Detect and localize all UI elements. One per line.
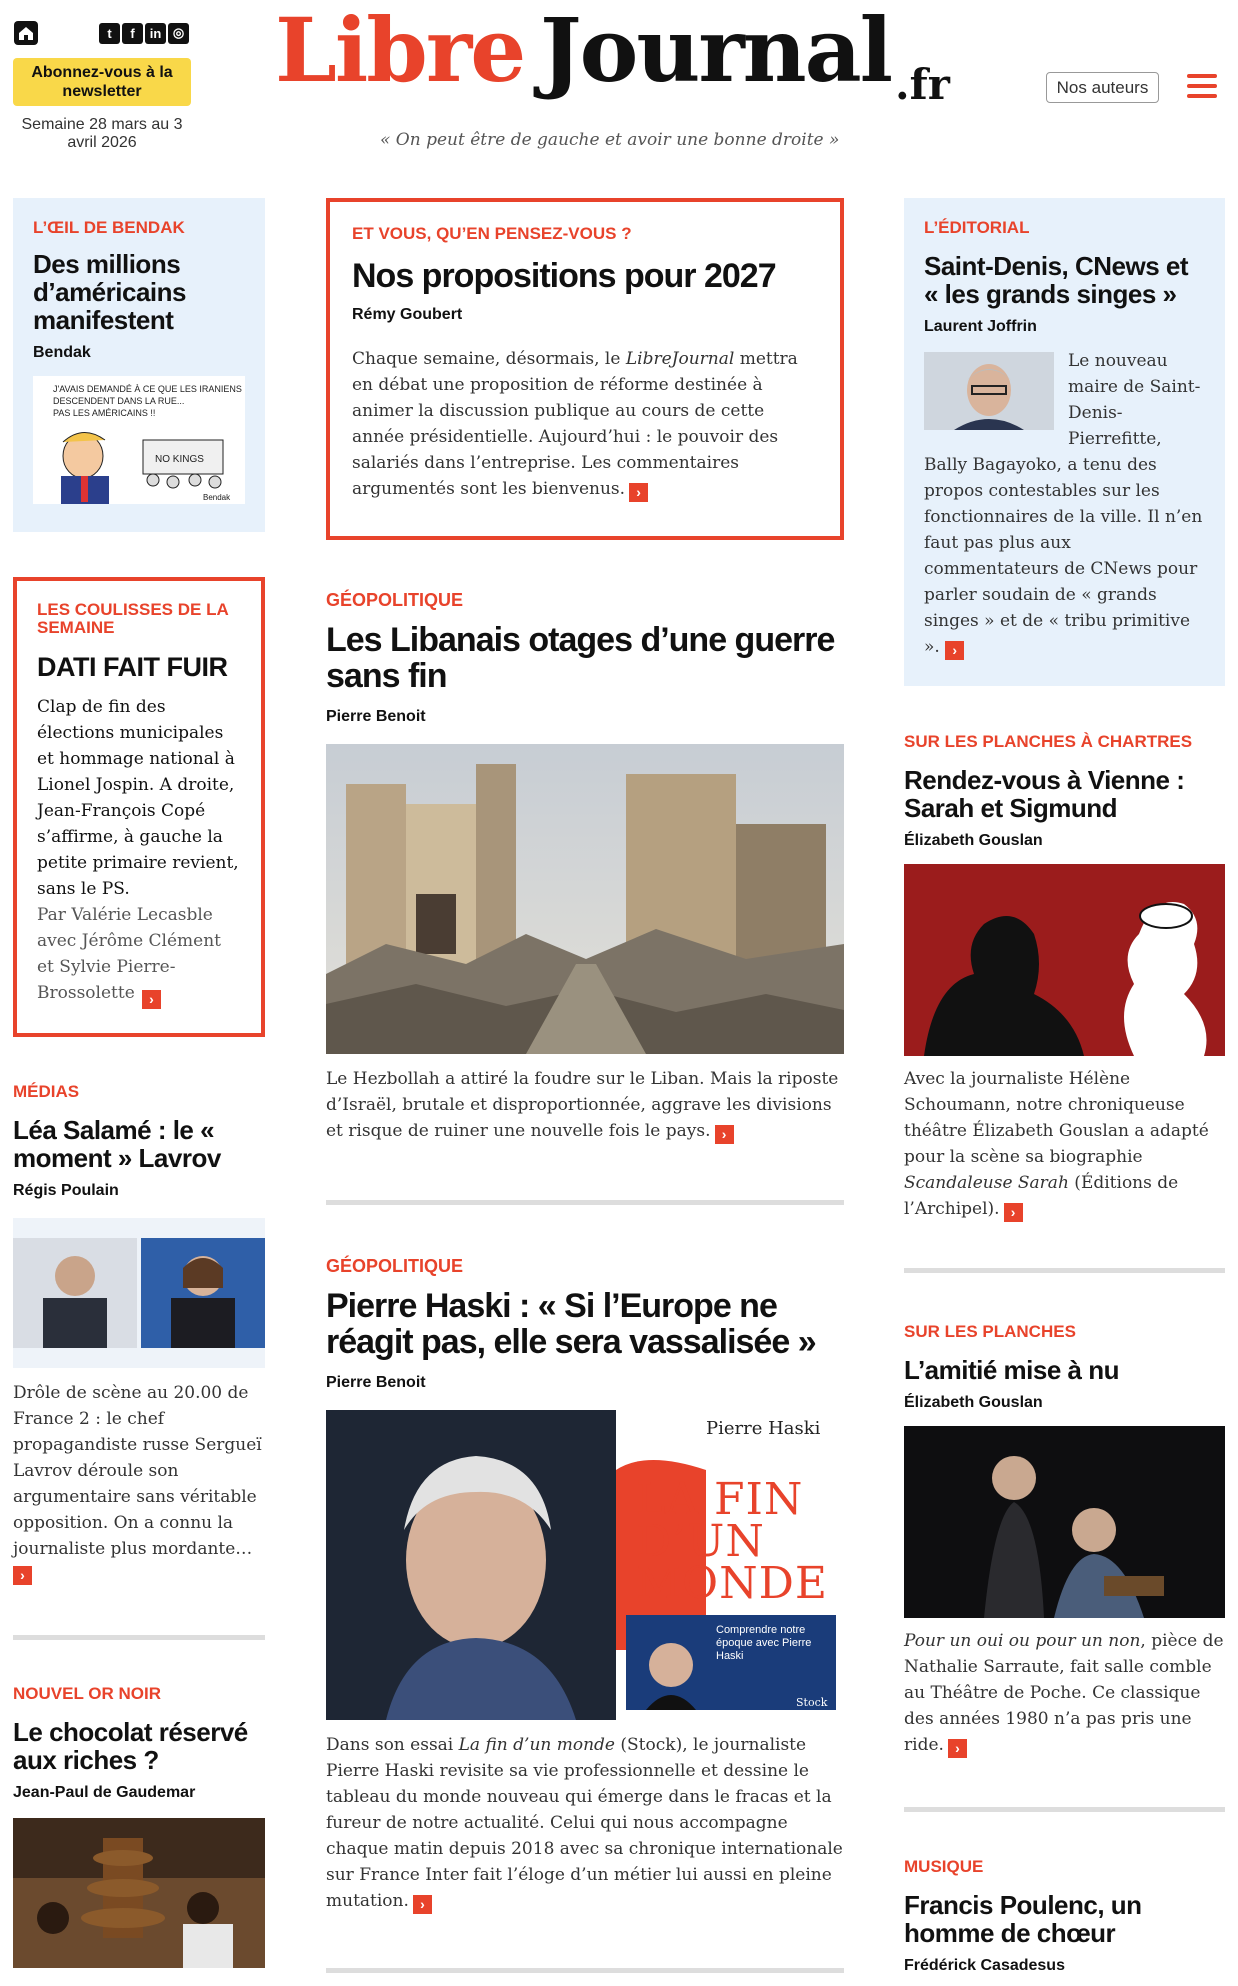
haski-card[interactable]	[326, 1256, 844, 1914]
book-title-3: MONDE	[636, 1558, 829, 1609]
musique-title[interactable]: Francis Poulenc, un homme de chœur	[904, 1890, 1142, 1948]
planches-body: Pour un oui ou pour un non, pièce de Nathalie Sarraute, fait salle comble au Théâtre de Poche. Ce classique des années 1980 n’a pas pris une ride. ›	[904, 1631, 1224, 1756]
editorial-category: L’ÉDITORIAL	[924, 218, 1030, 237]
coulisses-arrow-icon[interactable]: ›	[142, 990, 161, 1009]
medias-image[interactable]	[13, 1218, 265, 1368]
planches-arrow-icon[interactable]: ›	[948, 1739, 967, 1758]
bendak-cartoon-image[interactable]	[33, 376, 245, 504]
center-separator-2	[326, 1968, 844, 1973]
liban-title[interactable]: Les Libanais otages d’une guerre sans fin	[326, 621, 835, 695]
menu-icon[interactable]	[1187, 74, 1217, 98]
haski-category: GÉOPOLITIQUE	[326, 1256, 464, 1276]
medias-card[interactable]	[13, 1082, 265, 1585]
left-separator	[13, 1635, 265, 1640]
editorial-card[interactable]	[904, 198, 1225, 686]
liban-body: Le Hezbollah a attiré la foudre sur le Liban. Mais la riposte d’Israël, brutale et disproportionnée, aggrave les divisions et risque de ruiner une nouvelle fois le pays. ›	[326, 1069, 839, 1142]
chartres-category: SUR LES PLANCHES À CHARTRES	[904, 732, 1193, 751]
musique-author: Frédérick Casadesus	[904, 1957, 1065, 1974]
site-logo[interactable]	[275, 0, 975, 116]
musique-card[interactable]	[904, 1857, 1225, 1975]
coulisses-byline: Par Valérie Lecasble avec Jérôme Clément et Sylvie Pierre-Brossolette	[37, 905, 222, 1003]
book-cover	[616, 1410, 844, 1720]
svg-text:PAS LES AMÉRICAINS !!: PAS LES AMÉRICAINS !!	[53, 408, 156, 418]
week-range: Semaine 28 mars au 3 avril 2026	[21, 116, 183, 151]
medias-body: Drôle de scène au 20.00 de France 2 : le chef propagandiste russe Sergueï Lavrov déroule son argumentaire sans véritable opposition. On a connu la journaliste plus mordante…	[13, 1383, 262, 1559]
liban-author: Pierre Benoit	[326, 708, 426, 725]
haski-author: Pierre Benoit	[326, 1374, 426, 1391]
liban-card[interactable]	[326, 590, 844, 1144]
planches-title[interactable]: L’amitié mise à nu	[904, 1355, 1119, 1385]
featured-title[interactable]: Nos propositions pour 2027	[352, 257, 776, 295]
svg-text:NO KINGS: NO KINGS	[155, 454, 204, 465]
logo-fr: .fr	[895, 60, 950, 109]
coulisses-title[interactable]: DATI FAIT FUIR	[37, 652, 228, 682]
chartres-title[interactable]: Rendez-vous à Vienne : Sarah et Sigmund	[904, 765, 1185, 823]
featured-body: Chaque semaine, désormais, le LibreJournal mettra en débat une proposition de réforme destinée à animer la discussion publique au cours de cette année présidentielle. Aujourd’hui : le pouvoir des salariés dans l’entreprise. Les commentaires argumentés sont les bienvenus. ›	[352, 349, 798, 500]
haski-arrow-icon[interactable]: ›	[413, 1895, 432, 1914]
musique-category: MUSIQUE	[904, 1857, 984, 1876]
chartres-card[interactable]	[904, 732, 1225, 1222]
haski-title[interactable]: Pierre Haski : « Si l’Europe ne réagit pas, elle sera vassalisée »	[326, 1287, 816, 1361]
coulisses-body: Clap de fin des élections municipales et hommage national à Lionel Jospin. A droite, Jean-François Copé s’affirme, à gauche la petite primaire revient, sans le PS. Par Valérie Lecasble avec Jérôme Clément et Sylvie Pierre-Brossolette	[37, 694, 241, 1006]
chartres-body: Avec la journaliste Hélène Schoumann, notre chroniqueuse théâtre Élizabeth Gouslan a adapté pour la scène sa biographie Scandaleuse Sarah (Éditions de l’Archipel). ›	[904, 1069, 1209, 1220]
tagline: « On peut être de gauche et avoir une bonne droite »	[380, 130, 840, 150]
social-links	[99, 23, 189, 44]
nouvel-image[interactable]	[13, 1818, 265, 1968]
planches-author: Élizabeth Gouslan	[904, 1394, 1043, 1411]
linkedin-icon[interactable]: in	[145, 23, 166, 44]
right-separator-1	[904, 1268, 1225, 1273]
haski-image[interactable]	[326, 1410, 844, 1720]
book-publisher: Stock	[796, 1696, 828, 1709]
home-icon[interactable]	[13, 20, 39, 46]
medias-arrow-icon[interactable]: ›	[13, 1566, 32, 1585]
nouvel-author: Jean-Paul de Gaudemar	[13, 1784, 196, 1801]
instagram-icon[interactable]: ◎	[168, 23, 189, 44]
planches-image[interactable]	[904, 1426, 1225, 1618]
nouvel-category: NOUVEL OR NOIR	[13, 1684, 161, 1703]
coulisses-category: LES COULISSES DE LA SEMAINE	[37, 600, 229, 637]
book-title-2: D’UN	[636, 1516, 765, 1567]
liban-image[interactable]	[326, 744, 844, 1054]
medias-title[interactable]: Léa Salamé : le « moment » Lavrov	[13, 1115, 221, 1173]
featured-card[interactable]	[326, 198, 844, 540]
liban-arrow-icon[interactable]: ›	[715, 1125, 734, 1144]
liban-category: GÉOPOLITIQUE	[326, 590, 464, 610]
twitter-icon[interactable]: t	[99, 23, 120, 44]
planches-category: SUR LES PLANCHES	[904, 1322, 1076, 1341]
center-separator-1	[326, 1200, 844, 1205]
featured-author: Rémy Goubert	[352, 306, 463, 323]
authors-button[interactable]: Nos auteurs	[1046, 72, 1159, 103]
medias-category: MÉDIAS	[13, 1082, 80, 1101]
logo-journal: Journal	[540, 0, 892, 102]
bendak-category: L’ŒIL DE BENDAK	[33, 218, 185, 237]
chartres-arrow-icon[interactable]: ›	[1004, 1203, 1023, 1222]
featured-category: ET VOUS, QU’EN PENSEZ-VOUS ?	[352, 224, 632, 243]
facebook-icon[interactable]: f	[122, 23, 143, 44]
editorial-author: Laurent Joffrin	[924, 318, 1037, 335]
editorial-arrow-icon[interactable]: ›	[945, 641, 964, 660]
svg-text:J'AVAIS DEMANDÉ À CE QUE LES I: J'AVAIS DEMANDÉ À CE QUE LES IRANIENS	[53, 384, 242, 394]
planches-card[interactable]	[904, 1322, 1225, 1758]
haski-portrait	[326, 1410, 616, 1720]
svg-text:DESCENDENT DANS LA RUE...: DESCENDENT DANS LA RUE...	[53, 396, 185, 406]
bendak-title[interactable]: Des millions d’américains manifestent	[33, 249, 186, 335]
chartres-image[interactable]	[904, 864, 1225, 1056]
nouvel-title[interactable]: Le chocolat réservé aux riches ?	[13, 1717, 248, 1775]
editorial-photo[interactable]	[924, 352, 1054, 430]
icon-row	[13, 20, 191, 46]
editorial-title[interactable]: Saint-Denis, CNews et « les grands singes »	[924, 251, 1189, 309]
logo-libre: Libre	[275, 0, 525, 102]
book-subtitle: Comprendre notre époque avec Pierre Haski	[716, 1624, 812, 1662]
chartres-author: Élizabeth Gouslan	[904, 832, 1043, 849]
bendak-card[interactable]	[13, 198, 265, 532]
featured-arrow-icon[interactable]: ›	[629, 483, 648, 502]
newsletter-button[interactable]: Abonnez-vous à la newsletter	[13, 58, 191, 106]
header-left	[13, 20, 191, 152]
book-title-1: LA FIN	[636, 1474, 804, 1525]
book-author: Pierre Haski	[706, 1418, 821, 1439]
nouvel-card[interactable]	[13, 1684, 265, 1968]
haski-body: Dans son essai La fin d’un monde (Stock), le journaliste Pierre Haski revisite sa vie professionnelle et dessine le tableau du monde nouveau qui émerge dans le fracas et la fureur de notre actualité. Celui qui nous accompagne chaque matin depuis 2018 avec sa chronique internationale sur France Inter fait l’éloge d’un métier lui aussi en pleine mutation. ›	[326, 1735, 843, 1912]
right-separator-2	[904, 1807, 1225, 1812]
medias-author: Régis Poulain	[13, 1182, 119, 1199]
bendak-author: Bendak	[33, 344, 91, 361]
coulisses-card[interactable]	[13, 577, 265, 1037]
editorial-body: Le nouveau maire de Saint-Denis-Pierrefitte, Bally Bagayoko, a tenu des propos contestables sur les fonctionnaires de la ville. Il n’en faut pas plus aux commentateurs de CNews pour parler soudain de « grands singes » et de « tribu primitive ». ›	[924, 351, 1203, 658]
svg-text:Bendak: Bendak	[203, 493, 231, 502]
